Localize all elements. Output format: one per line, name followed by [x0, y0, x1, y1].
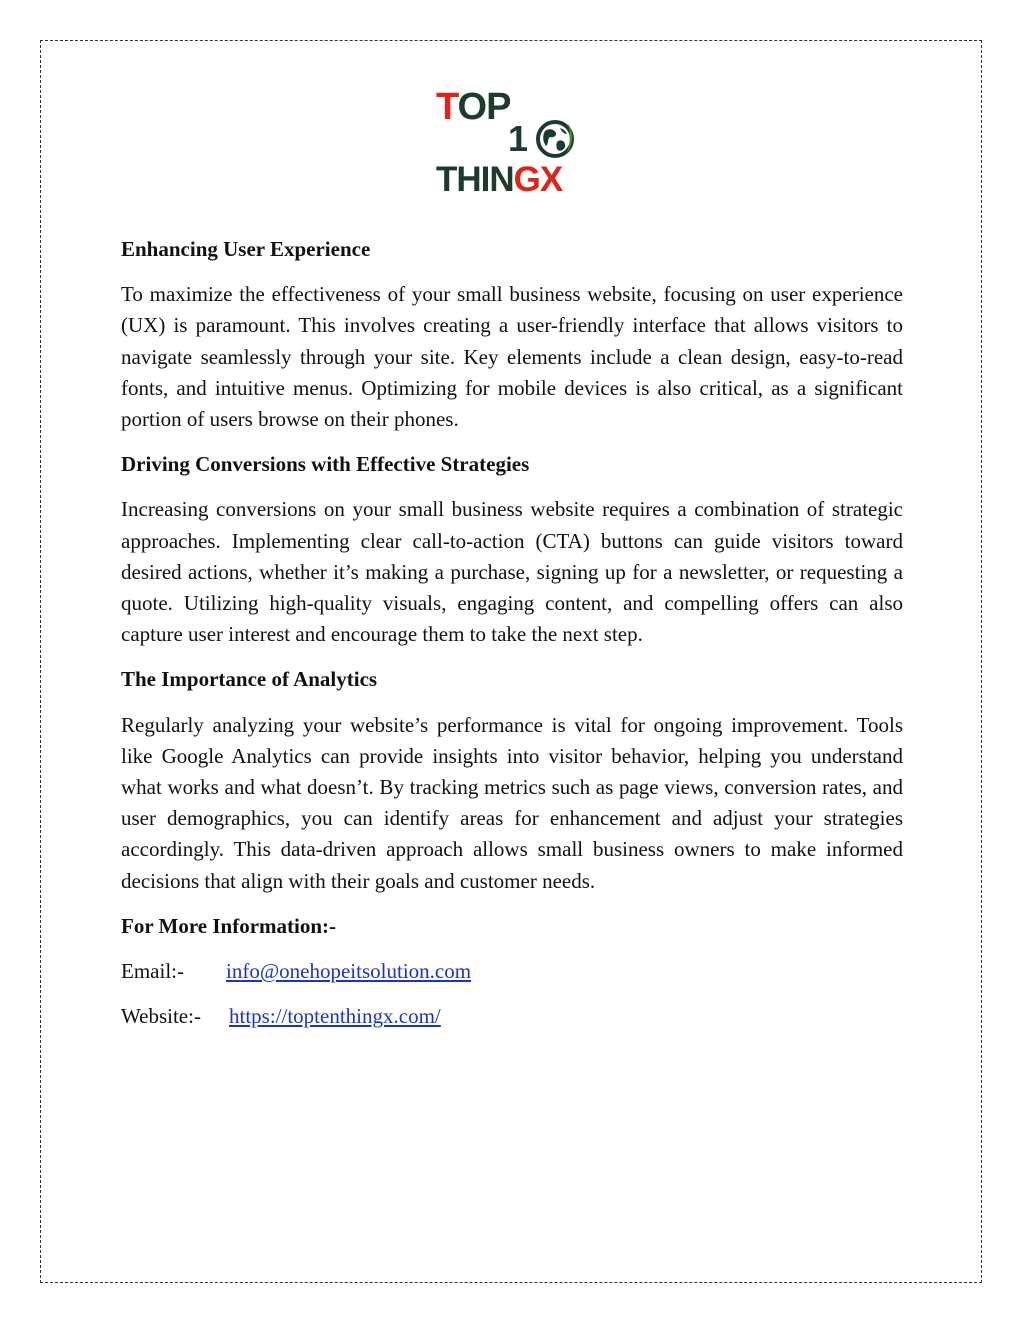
logo-ten-digit: 1: [508, 118, 528, 159]
contact-heading: For More Information:-: [121, 913, 337, 938]
section-body-analytics: Regularly analyzing your website’s performance is vital for ongoing improvement. Tools like Google Analytics can provide insights into visitor behavior, helping you understand what works and what doesn’t. By tracking metrics such as page views, conversion rates, and user demographics, you can identify areas for enhancement and adjust your strategies accordingly. This data-driven approach allows small business owners to make informed decisions that align with their goals and customer needs.: [121, 712, 903, 893]
logo-thing-text: THINGX: [436, 160, 563, 199]
section-heading-conversions: Driving Conversions with Effective Strategies: [121, 452, 530, 477]
logo-top-text: TOP: [436, 86, 511, 128]
email-row: [121, 956, 903, 987]
website-link[interactable]: https://toptenthingx.com/: [229, 1004, 441, 1029]
section-heading-user-experience: Enhancing User Experience: [121, 237, 371, 261]
website-row: [121, 1001, 903, 1032]
brand-logo: [432, 86, 592, 198]
section-body-conversions: Increasing conversions on your small business website requires a combination of strategic approaches. Implementing clear call-to-action (CTA) buttons can guide visitors toward desired actions, whether it’s making a purchase, signing up for a newsletter, or requesting a quote. Utilizing high-quality visuals, engaging content, and compelling offers can also capture user interest and encourage them to take the next step.: [121, 497, 903, 647]
email-link[interactable]: info@onehopeitsolution.com: [226, 959, 472, 984]
section-body-user-experience: To maximize the effectiveness of your small business website, focusing on user experience (UX) is paramount. This involves creating a user-friendly interface that allows visitors to navigate seamlessly through your site. Key elements include a clean design, easy-to-read fonts, and intuitive menus. Optimizing for mobile devices is also critical, as a significant portion of users browse on their phones.: [121, 282, 903, 432]
website-label: Website:-: [121, 1004, 201, 1029]
globe-icon: [535, 119, 575, 159]
section-heading-analytics: The Importance of Analytics: [121, 667, 378, 692]
document-body: [121, 234, 903, 1046]
email-label: Email:-: [121, 959, 184, 984]
